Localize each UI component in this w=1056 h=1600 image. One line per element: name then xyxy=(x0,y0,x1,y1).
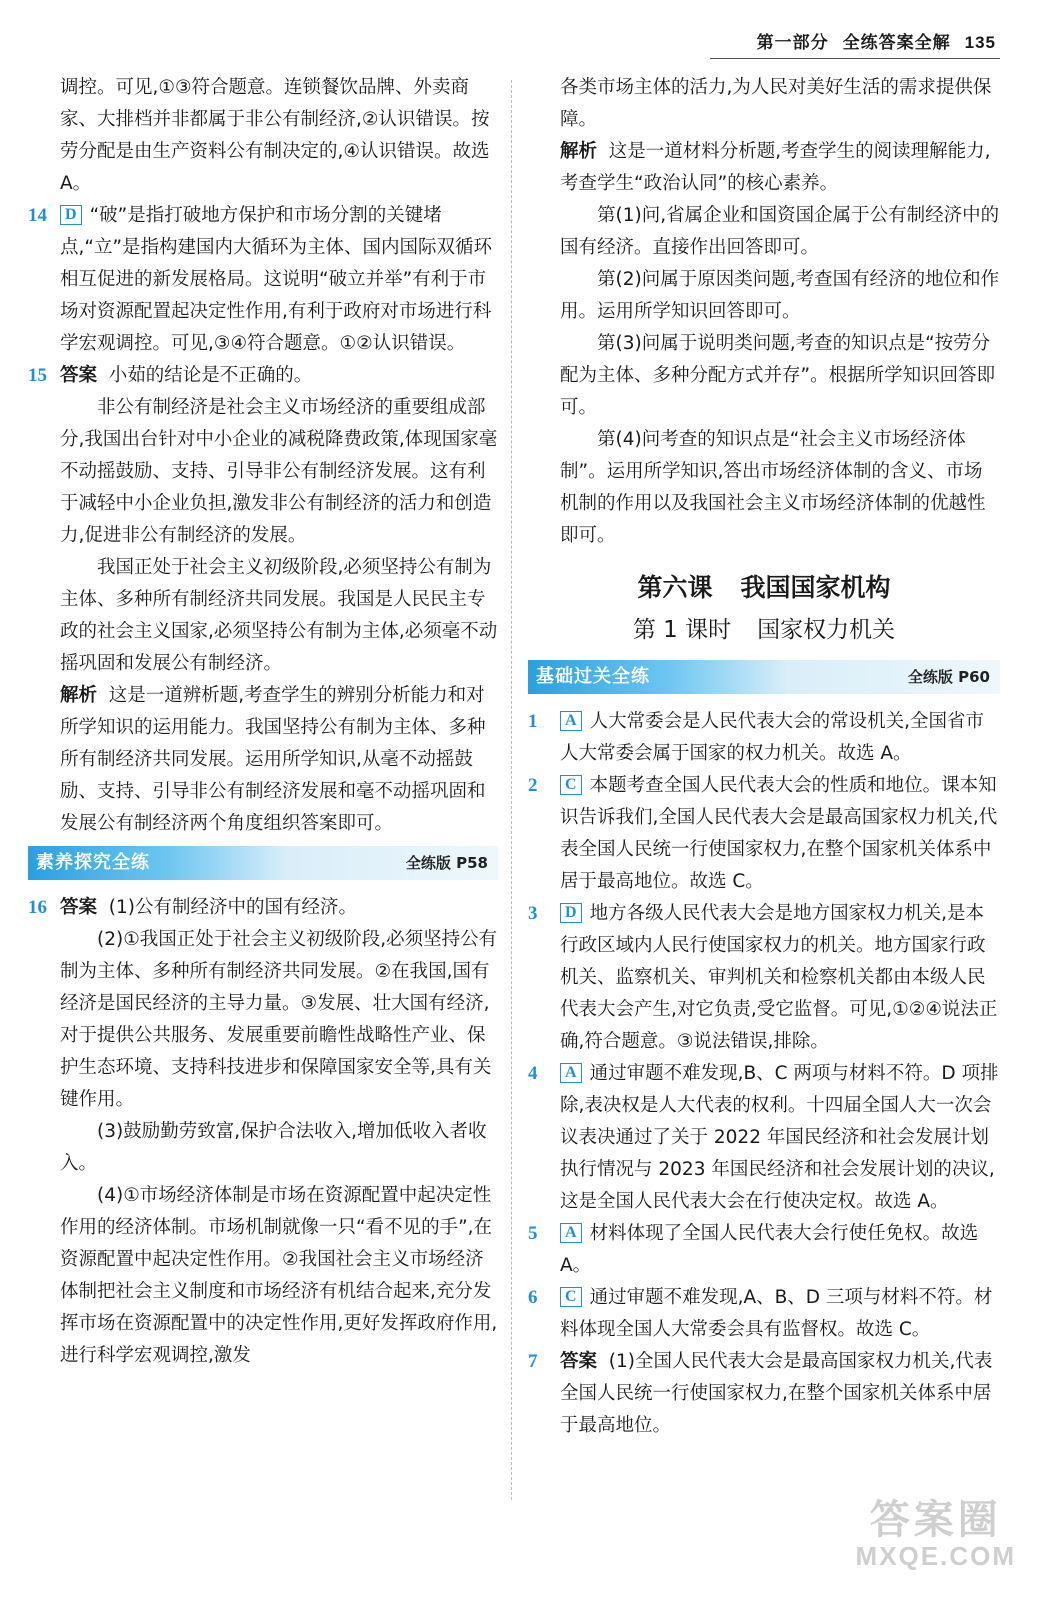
question-4 xyxy=(528,1058,1000,1218)
answer-choice: A xyxy=(560,711,582,731)
watermark-logo xyxy=(856,1498,1016,1570)
banner-title: 基础过关全练 xyxy=(536,666,650,687)
question-6 xyxy=(528,1282,1000,1346)
question-text: 材料体现了全国人民代表大会行使任免权。故选 A。 xyxy=(560,1223,979,1276)
section-banner xyxy=(528,660,1000,694)
question-text: 地方各级人民代表大会是地方国家权力机关,是本行政区域内人民行使国家权力的机关。地方国家行政机关、监察机关、审判机关和检察机关都由本级人民代表大会产生,对它负责,受它监督。可见,①②④说法正确,符合题意。③说法错误,排除。 xyxy=(560,903,998,1052)
answer-choice: C xyxy=(560,775,582,795)
question-text: 人大常委会是人民代表大会的常设机关,全国省市人大常委会属于国家的权力机关。故选 A。 xyxy=(560,711,984,764)
question-number: 7 xyxy=(528,1351,538,1372)
lesson-name: 我国国家机构 xyxy=(740,573,891,602)
section-banner xyxy=(28,846,498,880)
answer-choice: A xyxy=(560,1063,582,1083)
answer-part: (4)①市场经济体制是市场在资源配置中起决定性作用的经济体制。市场机制就像一只“看不见的手”,在资源配置中起决定性作用。②我国社会主义市场经济体制把社会主义制度和市场经济有机结合起来,充分发挥市场在资源配置中的决定性作用,更好发挥政府作用,进行科学宏观调控,激发 xyxy=(60,1185,498,1366)
period-name: 国家权力机关 xyxy=(757,617,896,643)
analysis-label: 解析 xyxy=(60,685,98,706)
right-column xyxy=(528,72,1000,1442)
question-text: 通过审题不难发现,B、C 两项与材料不符。D 项排除,表决权是人大代表的权利。十四届全国人大一次会议表决通过了关于 2022 年国民经济和社会发展计划执行情况与 2023 年国民经济和社会发展计划的决议,这是全国人民代表大会在行使决定权。故选 A。 xyxy=(560,1063,999,1212)
question-text: 本题考查全国人民代表大会的性质和地位。课本知识告诉我们,全国人民代表大会是最高国家权力机关,代表全国人民统一行使国家权力,在整个国家机关体系中居于最高地位。故选 C。 xyxy=(560,775,998,892)
banner-title: 素养探究全练 xyxy=(36,852,150,873)
answer-paragraph: 非公有制经济是社会主义市场经济的重要组成部分,我国出台针对中小企业的减税降费政策,体现国家毫不动摇鼓励、支持、引导非公有制经济发展。这有利于减轻中小企业负担,激发非公有制经济的活力和创造力,促进非公有制经济的发展。 xyxy=(60,397,498,546)
question-number: 4 xyxy=(528,1063,538,1084)
question-14 xyxy=(28,200,498,360)
question-number: 1 xyxy=(528,711,538,732)
watermark-line2: MXQE.COM xyxy=(855,1541,1016,1571)
lesson-number: 第六课 xyxy=(637,573,713,602)
question-number: 16 xyxy=(28,897,47,918)
answer-label: 答案 xyxy=(60,897,98,918)
answer-paragraph: 我国正处于社会主义初级阶段,必须坚持公有制为主体、多种所有制经济共同发展。我国是人民民主专政的社会主义国家,必须坚持公有制为主体,必须毫不动摇巩固和发展公有制经济。 xyxy=(60,557,498,674)
analysis-paragraph: 第(3)问属于说明类问题,考查的知识点是“按劳分配为主体、多种分配方式并存”。根据所学知识回答即可。 xyxy=(560,333,996,418)
answer-choice: C xyxy=(560,1287,582,1307)
header-section: 全练答案全解 xyxy=(842,33,951,53)
answer-part: (2)①我国正处于社会主义初级阶段,必须坚持公有制为主体、多种所有制经济共同发展。②在我国,国有经济是国民经济的主导力量。③发展、壮大国有经济,对于提供公共服务、发展重要前瞻性战略性产业、保护生态环境、支持科技进步和保障国家安全等,具有关键作用。 xyxy=(60,929,498,1110)
question-number: 15 xyxy=(28,365,47,386)
analysis-label: 解析 xyxy=(560,141,598,162)
question-15 xyxy=(28,360,498,840)
header-rule xyxy=(710,58,1000,59)
answer-lead: 小茹的结论是不正确的。 xyxy=(108,365,313,386)
watermark-line1: 答案圈 xyxy=(869,1498,1002,1542)
answer-part: (3)鼓励勤劳致富,保护合法收入,增加低收入者收入。 xyxy=(60,1121,487,1174)
question-text: (1)全国人民代表大会是最高国家权力机关,代表全国人民统一行使国家权力,在整个国家机关体系中居于最高地位。 xyxy=(560,1351,993,1436)
banner-ref: 全练版 P58 xyxy=(405,854,488,872)
analysis-paragraph: 第(2)问属于原因类问题,考查国有经济的地位和作用。运用所学知识回答即可。 xyxy=(560,269,1000,322)
continued-text: 调控。可见,①③符合题意。连锁餐饮品牌、外卖商家、大排档并非都属于非公有制经济,②认识错误。按劳分配是由生产资料公有制决定的,④认识错误。故选 A。 xyxy=(60,77,490,194)
answer-choice: A xyxy=(560,1223,582,1243)
question-number: 14 xyxy=(28,205,47,226)
question-text: 通过审题不难发现,A、B、D 三项与材料不符。材料体现全国人大常委会具有监督权。故选 C。 xyxy=(560,1287,993,1340)
question-number: 6 xyxy=(528,1287,538,1308)
analysis-text: 这是一道辨析题,考查学生的辨别分析能力和对所学知识的运用能力。我国坚持公有制为主体、多种所有制经济共同发展。运用所学知识,从毫不动摇鼓励、支持、引导非公有制经济发展和毫不动摇巩固和发展公有制经济两个角度组织答案即可。 xyxy=(60,685,486,834)
analysis-paragraph: 第(1)问,省属企业和国资国企属于公有制经济中的国有经济。直接作出回答即可。 xyxy=(560,205,1000,258)
column-divider xyxy=(511,80,512,1500)
banner-ref: 全练版 P60 xyxy=(907,668,990,686)
lesson-title xyxy=(528,570,1000,606)
question-1 xyxy=(528,706,1000,770)
question-5 xyxy=(528,1218,1000,1282)
question-number: 5 xyxy=(528,1223,538,1244)
page-header xyxy=(757,28,996,53)
period-title xyxy=(528,612,1000,648)
header-part: 第一部分 xyxy=(756,33,829,53)
answer-choice: D xyxy=(60,205,82,225)
answer-choice: D xyxy=(560,903,582,923)
continued-text: 各类市场主体的活力,为人民对美好生活的需求提供保障。 xyxy=(560,77,992,130)
question-number: 2 xyxy=(528,775,538,796)
question-7 xyxy=(528,1346,1000,1442)
question-2 xyxy=(528,770,1000,898)
page-number: 135 xyxy=(964,33,996,52)
question-3 xyxy=(528,898,1000,1058)
analysis-paragraph: 第(4)问考查的知识点是“社会主义市场经济体制”。运用所学知识,答出市场经济体制的含义、市场机制的作用以及我国社会主义市场经济体制的优越性即可。 xyxy=(560,429,986,546)
question-16 xyxy=(28,892,498,1372)
answer-label: 答案 xyxy=(60,365,98,386)
left-column xyxy=(28,72,498,1372)
question-number: 3 xyxy=(528,903,538,924)
answer-label: 答案 xyxy=(560,1351,598,1372)
period-number: 第 1 课时 xyxy=(632,617,732,643)
analysis-text: 这是一道材料分析题,考查学生的阅读理解能力,考查学生“政治认同”的核心素养。 xyxy=(560,141,991,194)
question-text: “破”是指打破地方保护和市场分割的关键堵点,“立”是指构建国内大循环为主体、国内国际双循环相互促进的新发展格局。这说明“破立并举”有利于市场对资源配置起决定性作用,有利于政府对市场进行科学宏观调控。可见,③④符合题意。①②认识错误。 xyxy=(60,205,493,354)
answer-part: (1)公有制经济中的国有经济。 xyxy=(108,897,357,918)
